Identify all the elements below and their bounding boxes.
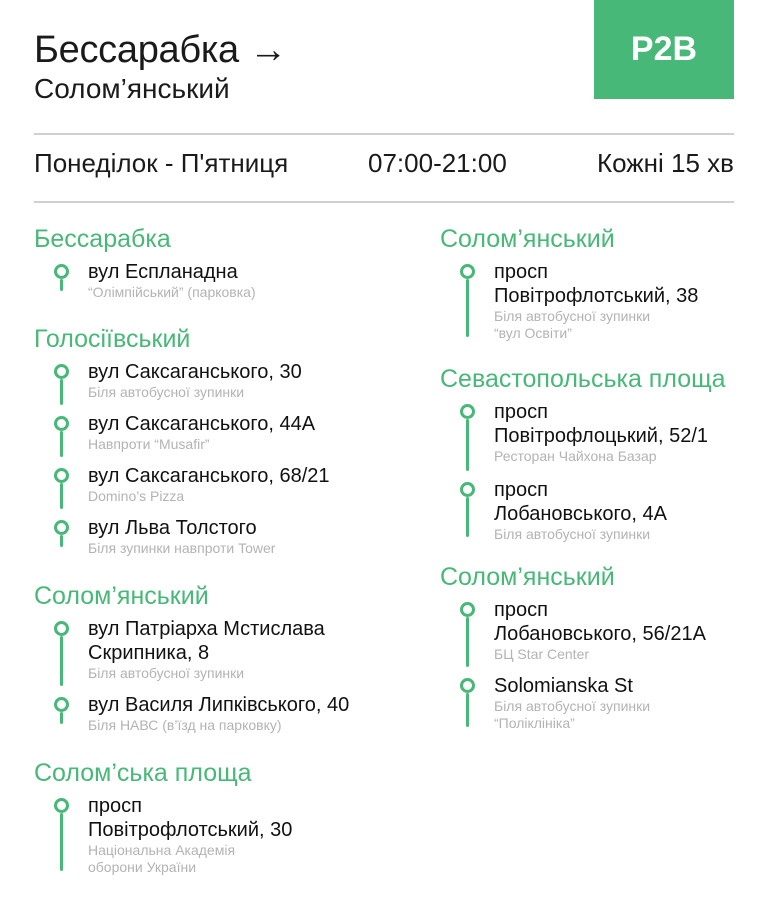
- stop-item: [34, 794, 292, 876]
- area-group: [440, 364, 726, 543]
- stop-note: Біля автобусної зупинки “вул Освіти”: [494, 308, 651, 341]
- stop-note: “Олімпійський” (парковка): [88, 284, 256, 300]
- area-group: [440, 224, 698, 342]
- route-line: [60, 279, 63, 291]
- schedule-frequency: Кожні 15 хв: [596, 148, 734, 178]
- area-group: [440, 562, 706, 732]
- stop-marker-icon: [460, 404, 475, 419]
- area-group: [34, 758, 292, 876]
- stop-marker-icon: [54, 264, 69, 279]
- route-line: [466, 617, 469, 667]
- stop-marker-icon: [460, 264, 475, 279]
- stop-note: БЦ Star Center: [494, 646, 590, 662]
- stop-note: Domino’s Pizza: [88, 488, 185, 504]
- top-divider: [34, 133, 734, 135]
- stop-list: [440, 260, 698, 342]
- stop-item: [34, 617, 349, 693]
- route-line: [466, 693, 469, 727]
- stop-name: просп Лобановського, 56/21А: [494, 599, 706, 645]
- stop-name: Solomianska St: [494, 675, 633, 697]
- area-heading: Солом’янський: [440, 563, 615, 591]
- stop-marker-icon: [54, 416, 69, 431]
- route-title: Бессарабка →: [34, 29, 287, 71]
- stop-marker-icon: [460, 678, 475, 693]
- area-heading: Солом’ська площа: [34, 759, 252, 787]
- stop-list: [34, 360, 330, 557]
- stop-name: вул Саксаганського, 30: [88, 361, 302, 383]
- stop-note: Біля автобусної зупинки: [494, 526, 651, 542]
- stop-note: Навпроти “Musafir”: [88, 436, 210, 452]
- stop-name: вул Льва Толстого: [88, 517, 257, 539]
- stop-marker-icon: [54, 468, 69, 483]
- stop-list: [440, 400, 726, 543]
- route-line: [60, 813, 63, 871]
- area-heading: Солом’янський: [440, 225, 615, 253]
- stop-marker-icon: [54, 697, 69, 712]
- stop-list: [34, 260, 256, 301]
- route-line: [466, 419, 469, 471]
- route-line: [60, 431, 63, 457]
- stop-item: [34, 260, 256, 301]
- stop-name: просп Повітрофлотський, 30: [88, 795, 293, 841]
- stop-note: Біля автобусної зупинки “Поліклініка”: [494, 698, 651, 731]
- stop-list: [34, 617, 349, 734]
- stop-marker-icon: [54, 364, 69, 379]
- stop-marker-icon: [54, 621, 69, 636]
- stop-item: [34, 693, 349, 734]
- stop-note: Національна Академія оборони України: [88, 842, 236, 875]
- area-heading: Бессарабка: [34, 225, 171, 253]
- stop-name: вул Саксаганського, 44А: [88, 413, 316, 435]
- stop-list: [34, 794, 292, 876]
- area-heading: Севастопольська площа: [440, 365, 726, 393]
- stop-note: Біля зупинки навпроти Tower: [88, 540, 276, 556]
- route-line: [60, 712, 63, 724]
- stop-item: [440, 260, 698, 342]
- route-line: [466, 497, 469, 537]
- route-line: [466, 279, 469, 337]
- stop-list: [440, 598, 706, 732]
- stop-note: Біля НАВС (в’їзд на парковку): [88, 717, 282, 733]
- area-group: [34, 224, 256, 301]
- stop-item: [34, 516, 330, 557]
- stop-note: Біля автобусної зупинки: [88, 384, 245, 400]
- stop-item: [440, 674, 706, 732]
- stop-item: [440, 400, 726, 478]
- stop-name: просп Повітрофлотський, 38: [494, 261, 699, 307]
- route-line: [60, 535, 63, 547]
- route-line: [60, 483, 63, 509]
- stop-marker-icon: [460, 482, 475, 497]
- bottom-divider: [34, 201, 734, 203]
- stop-marker-icon: [54, 520, 69, 535]
- stop-name: вул Василя Липківського, 40: [88, 694, 350, 716]
- route-line: [60, 636, 63, 686]
- stop-item: [440, 478, 726, 543]
- stop-name: просп Лобановського, 4А: [494, 479, 668, 525]
- stop-marker-icon: [54, 798, 69, 813]
- stop-name: просп Повітрофлоцький, 52/1: [494, 401, 709, 447]
- schedule-hours: 07:00-21:00: [368, 148, 507, 178]
- area-heading: Голосіївський: [34, 325, 191, 353]
- schedule-days: Понеділок - П'ятниця: [34, 148, 289, 178]
- route-code-badge: P2B: [594, 0, 734, 99]
- stop-name: вул Патріарха Мстислава Скрипника, 8: [88, 618, 325, 664]
- stop-name: вул Саксаганського, 68/21: [88, 465, 330, 487]
- stop-item: [34, 360, 330, 412]
- stop-item: [440, 598, 706, 674]
- area-group: [34, 324, 330, 557]
- area-group: [34, 581, 349, 734]
- stop-item: [34, 464, 330, 516]
- stop-name: вул Еспланадна: [88, 261, 238, 283]
- stop-item: [34, 412, 330, 464]
- stop-marker-icon: [460, 602, 475, 617]
- stop-note: Біля автобусної зупинки: [88, 665, 245, 681]
- stop-note: Ресторан Чайхона Базар: [494, 448, 657, 464]
- route-destination: Солом’янський: [34, 73, 230, 104]
- area-heading: Солом’янський: [34, 582, 209, 610]
- route-line: [60, 379, 63, 405]
